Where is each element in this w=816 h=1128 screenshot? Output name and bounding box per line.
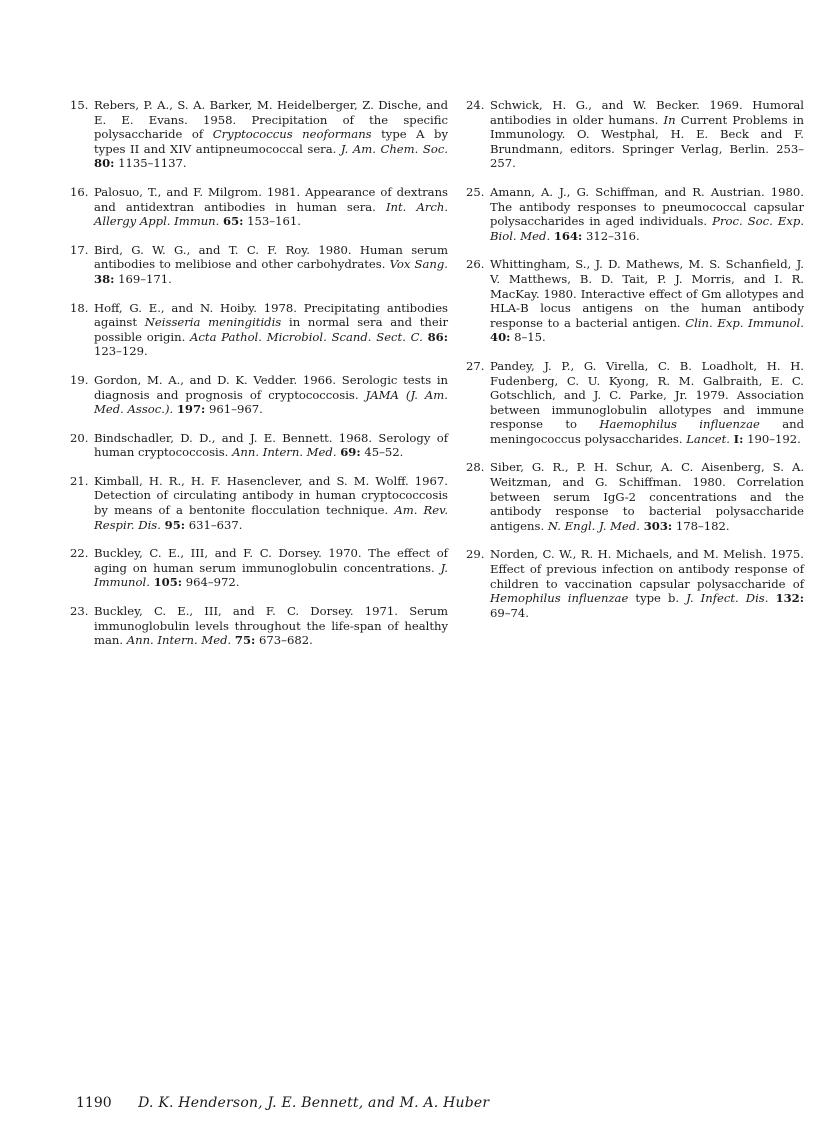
reference-entry: [70, 98, 448, 171]
reference-title: Precipitation of the specific polysaccharide of: [94, 112, 448, 142]
reference-authors: Bird, G. W. G., and T. C. F. Roy. 1980.: [94, 242, 352, 257]
reference-entry: [70, 185, 448, 229]
reference-volume: 95:: [164, 517, 186, 532]
reference-journal: Acta Pathol. Microbiol. Scand. Sect. C.: [190, 329, 423, 344]
reference-volume: 303:: [643, 518, 673, 533]
reference-pages: 69–74.: [490, 605, 529, 620]
reference-volume: 38:: [94, 271, 115, 286]
reference-volume: 164:: [553, 228, 583, 243]
reference-pages: 169–171.: [118, 271, 172, 286]
reference-title-continued: type A by types II and XIV antipneumococcal sera.: [94, 127, 449, 156]
reference-volume: 132:: [775, 591, 804, 606]
reference-title-continued: and meningococcus polysaccharides.: [490, 417, 805, 446]
reference-title: Interactive effect of Gm allotypes and HLA-B locus antigens on the human antibody response to a bacterial antigen.: [490, 286, 805, 330]
reference-entry: [466, 257, 804, 345]
reference-authors: Kimball, H. R., H. F. Hasenclever, and S. M. Wolff. 1967.: [94, 473, 448, 488]
reference-volume: 65:: [223, 214, 244, 229]
reference-volume: 69:: [340, 445, 361, 460]
reference-authors: Buckley, C. E., III, and F. C. Dorsey. 1971.: [94, 604, 398, 619]
reference-pages: 123–129.: [94, 344, 148, 359]
reference-title: Human serum antibodies to melibiose and other carbohydrates.: [94, 242, 449, 272]
reference-volume: 40:: [490, 330, 511, 345]
reference-number: 18.: [70, 300, 89, 315]
reference-journal: J. Am. Chem. Soc.: [340, 141, 448, 156]
reference-entry: [70, 604, 448, 648]
reference-number: 19.: [70, 372, 89, 387]
reference-journal: Proc. Soc. Exp. Biol. Med.: [490, 214, 804, 243]
reference-column-left: [70, 98, 448, 662]
reference-number: 28.: [466, 460, 485, 475]
reference-volume: 105:: [153, 575, 183, 590]
reference-pages: 190–192.: [747, 431, 801, 446]
reference-journal: Lancet.: [686, 431, 730, 446]
reference-title: Serology of human cryptococcosis.: [94, 430, 449, 460]
reference-title: Detection of circulating antibody in human cryptococcosis by means of a bentonite flocculation technique.: [94, 488, 448, 518]
reference-italic-term: In: [663, 112, 676, 127]
reference-title: Serologic tests in diagnosis and prognosis of cryptococcosis.: [94, 372, 449, 402]
reference-entry: [70, 373, 448, 417]
reference-pages: 964–972.: [185, 575, 240, 590]
reference-authors: Palosuo, T., and F. Milgrom. 1981.: [94, 184, 301, 199]
reference-volume: 80:: [94, 156, 115, 171]
reference-authors: Buckley, C. E., III, and F. C. Dorsey. 1970.: [94, 546, 362, 561]
reference-entry: [70, 431, 448, 460]
reference-authors: Pandey, J. P., G. Virella, C. B. Loadholt, H. H. Fudenberg, C. U. Kyong, R. M. Galbraith, E. C. Gotschlich, and J. C. Parke, Jr. 1979.: [490, 358, 804, 403]
reference-journal: JAMA (J. Am. Med. Assoc.).: [94, 387, 448, 417]
reference-journal: Int. Arch. Allergy Appl. Immun.: [94, 199, 449, 229]
reference-number: 21.: [70, 473, 89, 488]
reference-italic-term: Cryptococcus neoformans: [212, 127, 372, 142]
reference-title-continued: in normal sera and their possible origin.: [94, 315, 449, 344]
reference-title: The antibody responses to pneumococcal capsular polysaccharides in aged individuals.: [490, 199, 804, 229]
reference-authors: Rebers, P. A., S. A. Barker, M. Heidelberger, Z. Dische, and E. E. Evans. 1958.: [94, 98, 448, 127]
reference-number: 27.: [466, 358, 485, 373]
reference-title: Precipitating antibodies against: [94, 300, 449, 330]
reference-authors: Schwick, H. G., and W. Becker. 1969.: [490, 98, 743, 112]
reference-pages: 673–682.: [259, 633, 313, 648]
reference-entry: [466, 98, 804, 171]
reference-title: Humoral antibodies in older humans.: [490, 98, 804, 127]
reference-title: Association between immunoglobulin allotypes and immune response to: [490, 388, 804, 432]
reference-number: 26.: [466, 257, 485, 272]
reference-entry: [466, 185, 804, 243]
reference-pages: 312–316.: [586, 228, 640, 243]
reference-authors: Norden, C. W., R. H. Michaels, and M. Melish. 1975.: [490, 547, 804, 562]
reference-pages: 961–967.: [209, 402, 263, 417]
reference-journal: N. Engl. J. Med.: [547, 518, 640, 533]
page-footer: [76, 1094, 489, 1112]
reference-authors: Bindschadler, D. D., and J. E. Bennett. 1968.: [94, 430, 373, 445]
reference-number: 17.: [70, 242, 89, 257]
reference-number: 22.: [70, 546, 89, 561]
reference-volume: I:: [733, 431, 744, 446]
reference-entry: [70, 474, 448, 532]
reference-title-continued: type b.: [635, 591, 680, 606]
reference-title: Appearance of dextrans and antidextran antibodies in human sera.: [94, 184, 448, 214]
reference-title: Effect of previous infection on antibody response of children to vaccination capsular polysaccharide of: [490, 562, 804, 591]
reference-authors: Siber, G. R., P. H. Schur, A. C. Aisenberg, S. A. Weitzman, and G. Schiffman. 1980.: [490, 460, 804, 490]
reference-pages: 1135–1137.: [118, 156, 187, 171]
reference-title: The effect of aging on human serum immunoglobulin concentrations.: [94, 546, 448, 575]
reference-number: 24.: [466, 98, 485, 112]
reference-entry: [466, 547, 804, 620]
reference-number: 29.: [466, 547, 485, 562]
reference-entry: [70, 301, 448, 359]
reference-number: 20.: [70, 430, 89, 445]
reference-pages: 153–161.: [247, 214, 301, 229]
reference-number: 25.: [466, 184, 485, 199]
reference-italic-term: Neisseria meningitidis: [144, 315, 282, 330]
reference-journal: Ann. Intern. Med.: [126, 633, 232, 648]
reference-journal: J. Infect. Dis.: [686, 591, 769, 606]
reference-entry: [70, 243, 448, 287]
reference-number: 16.: [70, 184, 89, 199]
reference-entry: [466, 359, 804, 447]
reference-journal: Am. Rev. Respir. Dis.: [94, 503, 449, 532]
reference-entry: [466, 460, 804, 533]
reference-title: Correlation between serum IgG-2 concentrations and the antibody response to bacterial polysaccharide antigens.: [490, 475, 804, 533]
reference-journal: Ann. Intern. Med.: [232, 445, 337, 460]
reference-title-continued: Current Problems in Immunology. O. Westphal, H. E. Beck and F. Brundmann, editors. Springer Verlag, Berlin. 253–257.: [490, 112, 804, 171]
reference-authors: Whittingham, S., J. D. Mathews, M. S. Schanfield, J. V. Matthews, B. D. Tait, P. J. Morris, and I. R. MacKay. 1980.: [490, 257, 804, 301]
reference-authors: Amann, A. J., G. Schiffman, and R. Austrian. 1980.: [490, 184, 804, 199]
reference-number: 15.: [70, 98, 89, 112]
reference-volume: 197:: [176, 402, 206, 417]
page-number: 1190: [76, 1095, 112, 1111]
running-footer-authors: D. K. Henderson, J. E. Bennett, and M. A. Huber: [138, 1095, 490, 1111]
reference-authors: Gordon, M. A., and D. K. Vedder. 1966.: [94, 372, 337, 387]
reference-italic-term: Haemophilus influenzae: [599, 417, 760, 432]
reference-pages: 178–182.: [675, 518, 730, 533]
reference-journal: Vox Sang.: [389, 257, 448, 272]
reference-journal: J. Immunol.: [94, 560, 448, 590]
reference-pages: 631–637.: [188, 517, 243, 532]
reference-volume: 86:: [427, 329, 448, 344]
reference-authors: Hoff, G. E., and N. Hoiby. 1978.: [94, 300, 297, 315]
reference-journal: Clin. Exp. Immunol.: [685, 315, 804, 330]
reference-number: 23.: [70, 604, 89, 619]
reference-volume: 75:: [234, 633, 256, 648]
reference-pages: 8–15.: [514, 330, 546, 345]
reference-title: Serum immunoglobulin levels throughout the life-span of healthy man.: [94, 604, 448, 648]
reference-pages: 45–52.: [364, 445, 404, 460]
reference-italic-term: Hemophilus influenzae: [490, 591, 629, 606]
reference-entry: [70, 546, 448, 590]
reference-column-right: [466, 98, 804, 634]
